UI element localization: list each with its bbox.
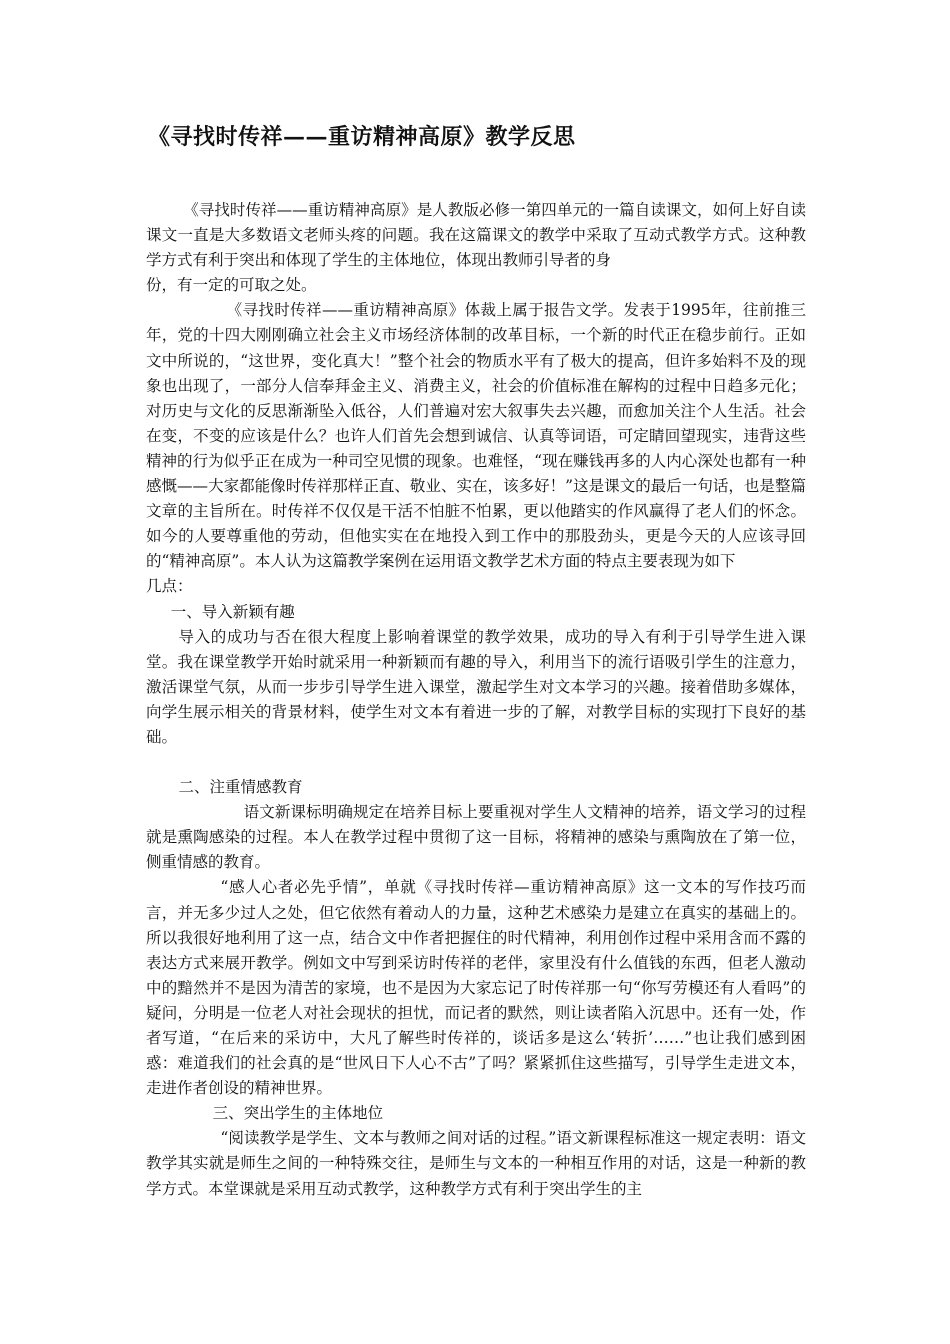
section-heading-2: 二、注重情感教育 (178, 778, 303, 797)
document-body (146, 198, 806, 1202)
document-title: 《寻找时传祥——重访精神高原》教学反思 (148, 124, 576, 150)
section-2-paragraph-1: 语文新课标明确规定在培养目标上要重视对学生人文精神的培养，语文学习的过程就是熏陶感染的过程。本人在教学过程中贯彻了这一目标，将精神的感染与熏陶放在了第一位，侧重情感的教育。 (146, 803, 806, 872)
section-heading-3: 三、突出学生的主体地位 (212, 1104, 384, 1123)
section-3-paragraph-1: “阅读教学是学生、文本与教师之间对话的过程。”语文新课程标准这一规定表明：语文教学其实就是师生之间的一种特殊交往，是师生与文本的一种相互作用的对话，这是一种新的教学方式。本堂课就是采用互动式教学，这种教学方式有利于突出学生的主 (146, 1129, 806, 1198)
intro-continuation: 份，有一定的可取之处。 (146, 276, 317, 295)
intro-paragraph: 《寻找时传祥——重访精神高原》是人教版必修一第四单元的一篇自读课文，如何上好自读课文一直是大多数语文老师头疼的问题。我在这篇课文的教学中采取了互动式教学方式。这种教学方式有利于突出和体现了学生的主体地位，体现出教师引导者的身 (146, 201, 806, 270)
section-1-paragraph-1: 导入的成功与否在很大程度上影响着课堂的教学效果，成功的导入有利于引导学生进入课堂。我在课堂教学开始时就采用一种新颖而有趣的导入，利用当下的流行语吸引学生的注意力，激活课堂气氛，从而一步步引导学生进入课堂，激起学生对文本学习的兴趣。接着借助多媒体，向学生展示相关的背景材料，使学生对文本有着进一步的了解，对教学目标的实现打下良好的基础。 (146, 627, 806, 746)
section-2-paragraph-2: “感人心者必先乎情”，单就《寻找时传祥—重访精神高原》这一文本的写作技巧而言，并无多少过人之处，但它依然有着动人的力量，这种艺术感染力是建立在真实的基础上的。所以我很好地利用了这一点，结合文中作者把握住的时代精神，利用创作过程中采用含而不露的表达方式来展开教学。例如文中写到采访时传祥的老伴，家里没有什么值钱的东西，但老人激动中的黯然并不是因为清苦的家境，也不是因为大家忘记了时传祥那一句“你写劳模还有人看吗”的疑问，分明是一位老人对社会现状的担忧，而记者的默然，则让读者陷入沉思中。还有一处，作者写道，“在后来的采访中，大凡了解些时传祥的，谈话多是这么‘转折’……”也让我们感到困惑：难道我们的社会真的是“世风日下人心不古”了吗？紧紧抓住这些描写，引导学生走进文本，走进作者创设的精神世界。 (146, 878, 806, 1098)
background-continuation: 几点： (146, 577, 193, 596)
background-paragraph: 《寻找时传祥——重访精神高原》体裁上属于报告文学。发表于1995年，往前推三年，党的十四大刚刚确立社会主义市场经济体制的改革目标，一个新的时代正在稳步前行。正如文中所说的，“这世界，变化真大！”整个社会的物质水平有了极大的提高，但许多始料不及的现象也出现了，一部分人信奉拜金主义、消费主义，社会的价值标准在解构的过程中日趋多元化；对历史与文化的反思渐渐坠入低谷，人们普遍对宏大叙事失去兴趣，而愈加关注个人生活。社会在变，不变的应该是什么？也许人们首先会想到诚信、认真等词语，可定睛回望现实，违背这些精神的行为似乎正在成为一种司空见惯的现象。也难怪，“现在赚钱再多的人内心深处也都有一种感慨——大家都能像时传祥那样正直、敬业、实在，该多好！”这是课文的最后一句话，也是整篇文章的主旨所在。时传祥不仅仅是干活不怕脏不怕累，更以他踏实的作风赢得了老人们的怀念。如今的人要尊重他的劳动，但他实实在在地投入到工作中的那股劲头，更是今天的人应该寻回的“精神高原”。本人认为这篇教学案例在运用语文教学艺术方面的特点主要表现为如下 (146, 301, 806, 571)
section-heading-1: 一、导入新颖有趣 (170, 602, 295, 621)
blank-line (146, 750, 806, 775)
